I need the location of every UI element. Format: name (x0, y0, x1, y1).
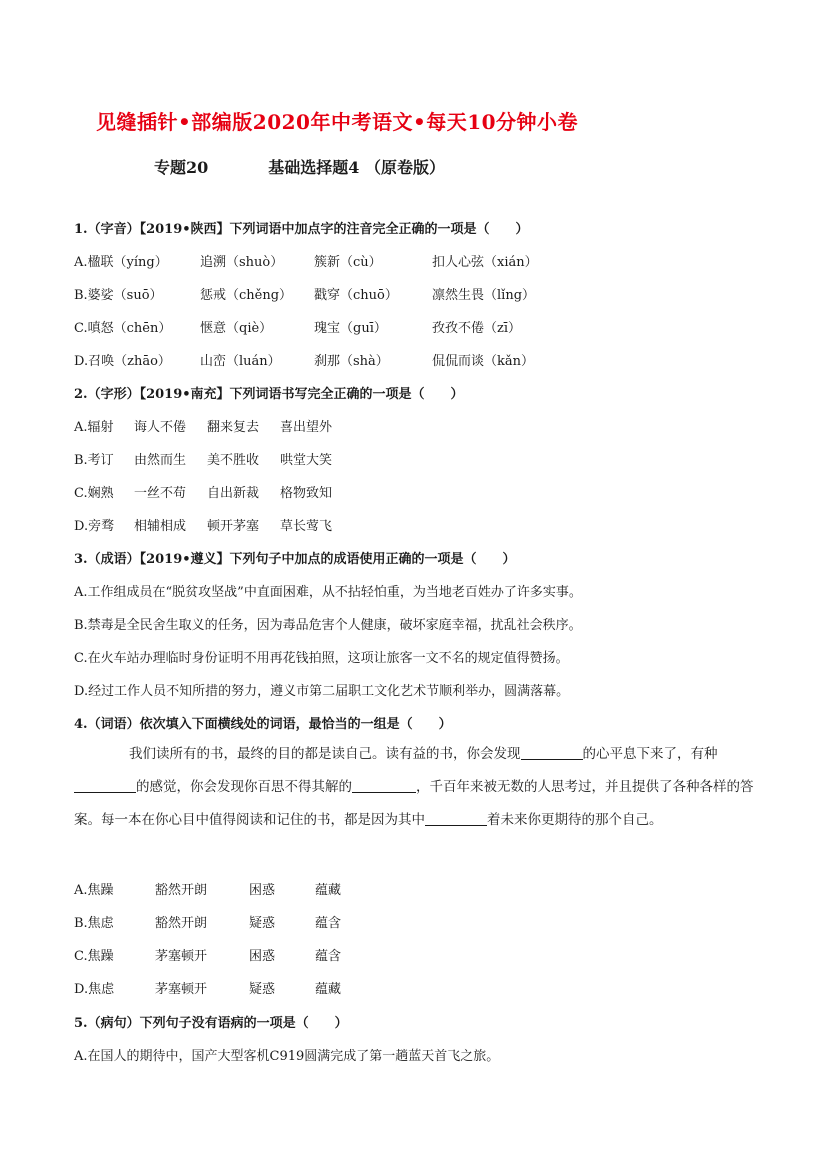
option-item: 翻来复去 (207, 420, 260, 435)
question-3-option-a: A.工作组成员在“脱贫攻坚战”中直面困难，从不拈轻怕重，为当地老百姓办了许多实事。 (74, 585, 582, 600)
option-item: C.嗔怒（chēn） (74, 321, 172, 336)
option-item: B.焦虑 (74, 916, 114, 931)
option-item: A.楹联（yíng） (74, 255, 168, 270)
option-item: 困惑 (249, 949, 276, 964)
option-item: 刹那（shà） (314, 354, 389, 369)
option-item: 美不胜收 (207, 453, 260, 468)
option-item: 豁然开朗 (155, 916, 208, 931)
question-5-option-a: A.在国人的期待中，国产大型客机C919圆满完成了第一趟蓝天首飞之旅。 (74, 1049, 500, 1064)
question-2-stem: 2.（字形）【2019•南充】下列词语书写完全正确的一项是（ ） (74, 387, 464, 402)
option-item: 诲人不倦 (134, 420, 187, 435)
question-3-option-c: C.在火车站办理临时身份证明不用再花钱拍照，这项让旅客一文不名的规定值得赞扬。 (74, 651, 569, 666)
option-item: 蕴藏 (315, 883, 342, 898)
question-1-stem: 1.（字音）【2019•陕西】下列词语中加点字的注音完全正确的一项是（ ） (74, 222, 529, 237)
option-item: 蕴含 (315, 916, 342, 931)
option-item: C.焦躁 (74, 949, 114, 964)
option-item: C.娴熟 (74, 486, 114, 501)
question-5-stem: 5.（病句）下列句子没有语病的一项是（ ） (74, 1016, 348, 1031)
option-item: 顿开茅塞 (207, 519, 260, 534)
option-item: 由然而生 (134, 453, 187, 468)
option-item: B.考订 (74, 453, 114, 468)
question-3-stem: 3.（成语）【2019•遵义】下列句子中加点的成语使用正确的一项是（ ） (74, 552, 516, 567)
option-item: 簇新（cù） (314, 255, 382, 270)
option-item: 惩戒（chěng） (200, 288, 293, 303)
option-item: D.焦虑 (74, 982, 115, 997)
option-item: 疑惑 (249, 982, 276, 997)
option-item: 山峦（luán） (200, 354, 281, 369)
question-3-option-d: D.经过工作人员不知所措的努力，遵义市第二届职工文化艺术节顺利举办，圆满落幕。 (74, 684, 570, 699)
question-4-passage (74, 738, 754, 837)
option-item: 茅塞顿开 (155, 982, 208, 997)
option-item: 蕴含 (315, 949, 342, 964)
fill-blank-1 (521, 745, 583, 760)
option-item: 喜出望外 (280, 420, 333, 435)
option-item: 戳穿（chuō） (314, 288, 398, 303)
option-item: 凛然生畏（lǐng） (432, 288, 536, 303)
passage-text: 的心平息下来了，有种 (582, 746, 718, 762)
option-item: 自出新裁 (207, 486, 260, 501)
option-item: 茅塞顿开 (155, 949, 208, 964)
option-item: 草长莺飞 (280, 519, 333, 534)
option-item: 疑惑 (249, 916, 276, 931)
page-title: 见缝插针•部编版2020年中考语文•每天10分钟小卷 (96, 110, 579, 134)
option-item: D.旁骛 (74, 519, 115, 534)
option-item: 瑰宝（guī） (314, 321, 387, 336)
option-item: 孜孜不倦（zī） (432, 321, 522, 336)
option-item: 蕴藏 (315, 982, 342, 997)
fill-blank-3 (352, 778, 416, 793)
option-item: 豁然开朗 (155, 883, 208, 898)
subtitle-section: 基础选择题4 （原卷版） (268, 158, 445, 177)
option-item: D.召唤（zhāo） (74, 354, 171, 369)
option-item: 侃侃而谈（kǎn） (432, 354, 535, 369)
question-3-option-b: B.禁毒是全民舍生取义的任务，因为毒品危害个人健康，破坏家庭幸福，扰乱社会秩序。 (74, 618, 582, 633)
page-subtitle (154, 155, 445, 178)
passage-text: ，千百年来被无数的人思考过，并且提供了各种各样的答案。每一本在你心目中值得阅读和记住的书，都是因为其中 (74, 779, 754, 828)
option-item: 扣人心弦（xián） (432, 255, 538, 270)
option-item: 相辅相成 (134, 519, 187, 534)
option-item: 困惑 (249, 883, 276, 898)
option-item: 追溯（shuò） (200, 255, 284, 270)
option-item: 惬意（qiè） (200, 321, 273, 336)
option-item: A.辐射 (74, 420, 114, 435)
fill-blank-2 (74, 778, 136, 793)
option-item: B.婆娑（suō） (74, 288, 163, 303)
option-item: 一丝不苟 (134, 486, 187, 501)
passage-text: 我们读所有的书，最终的目的都是读自己。读有益的书，你会发现 (129, 746, 521, 762)
passage-text: 的感觉，你会发现你百思不得其解的 (136, 779, 352, 795)
question-4-stem: 4.（词语）依次填入下面横线处的词语，最恰当的一组是（ ） (74, 717, 452, 732)
fill-blank-4 (425, 811, 487, 826)
option-item: A.焦躁 (74, 883, 114, 898)
option-item: 格物致知 (280, 486, 333, 501)
subtitle-topic: 专题20 (154, 158, 209, 177)
passage-text: 着未来你更期待的那个自己。 (487, 812, 663, 828)
option-item: 哄堂大笑 (280, 453, 333, 468)
